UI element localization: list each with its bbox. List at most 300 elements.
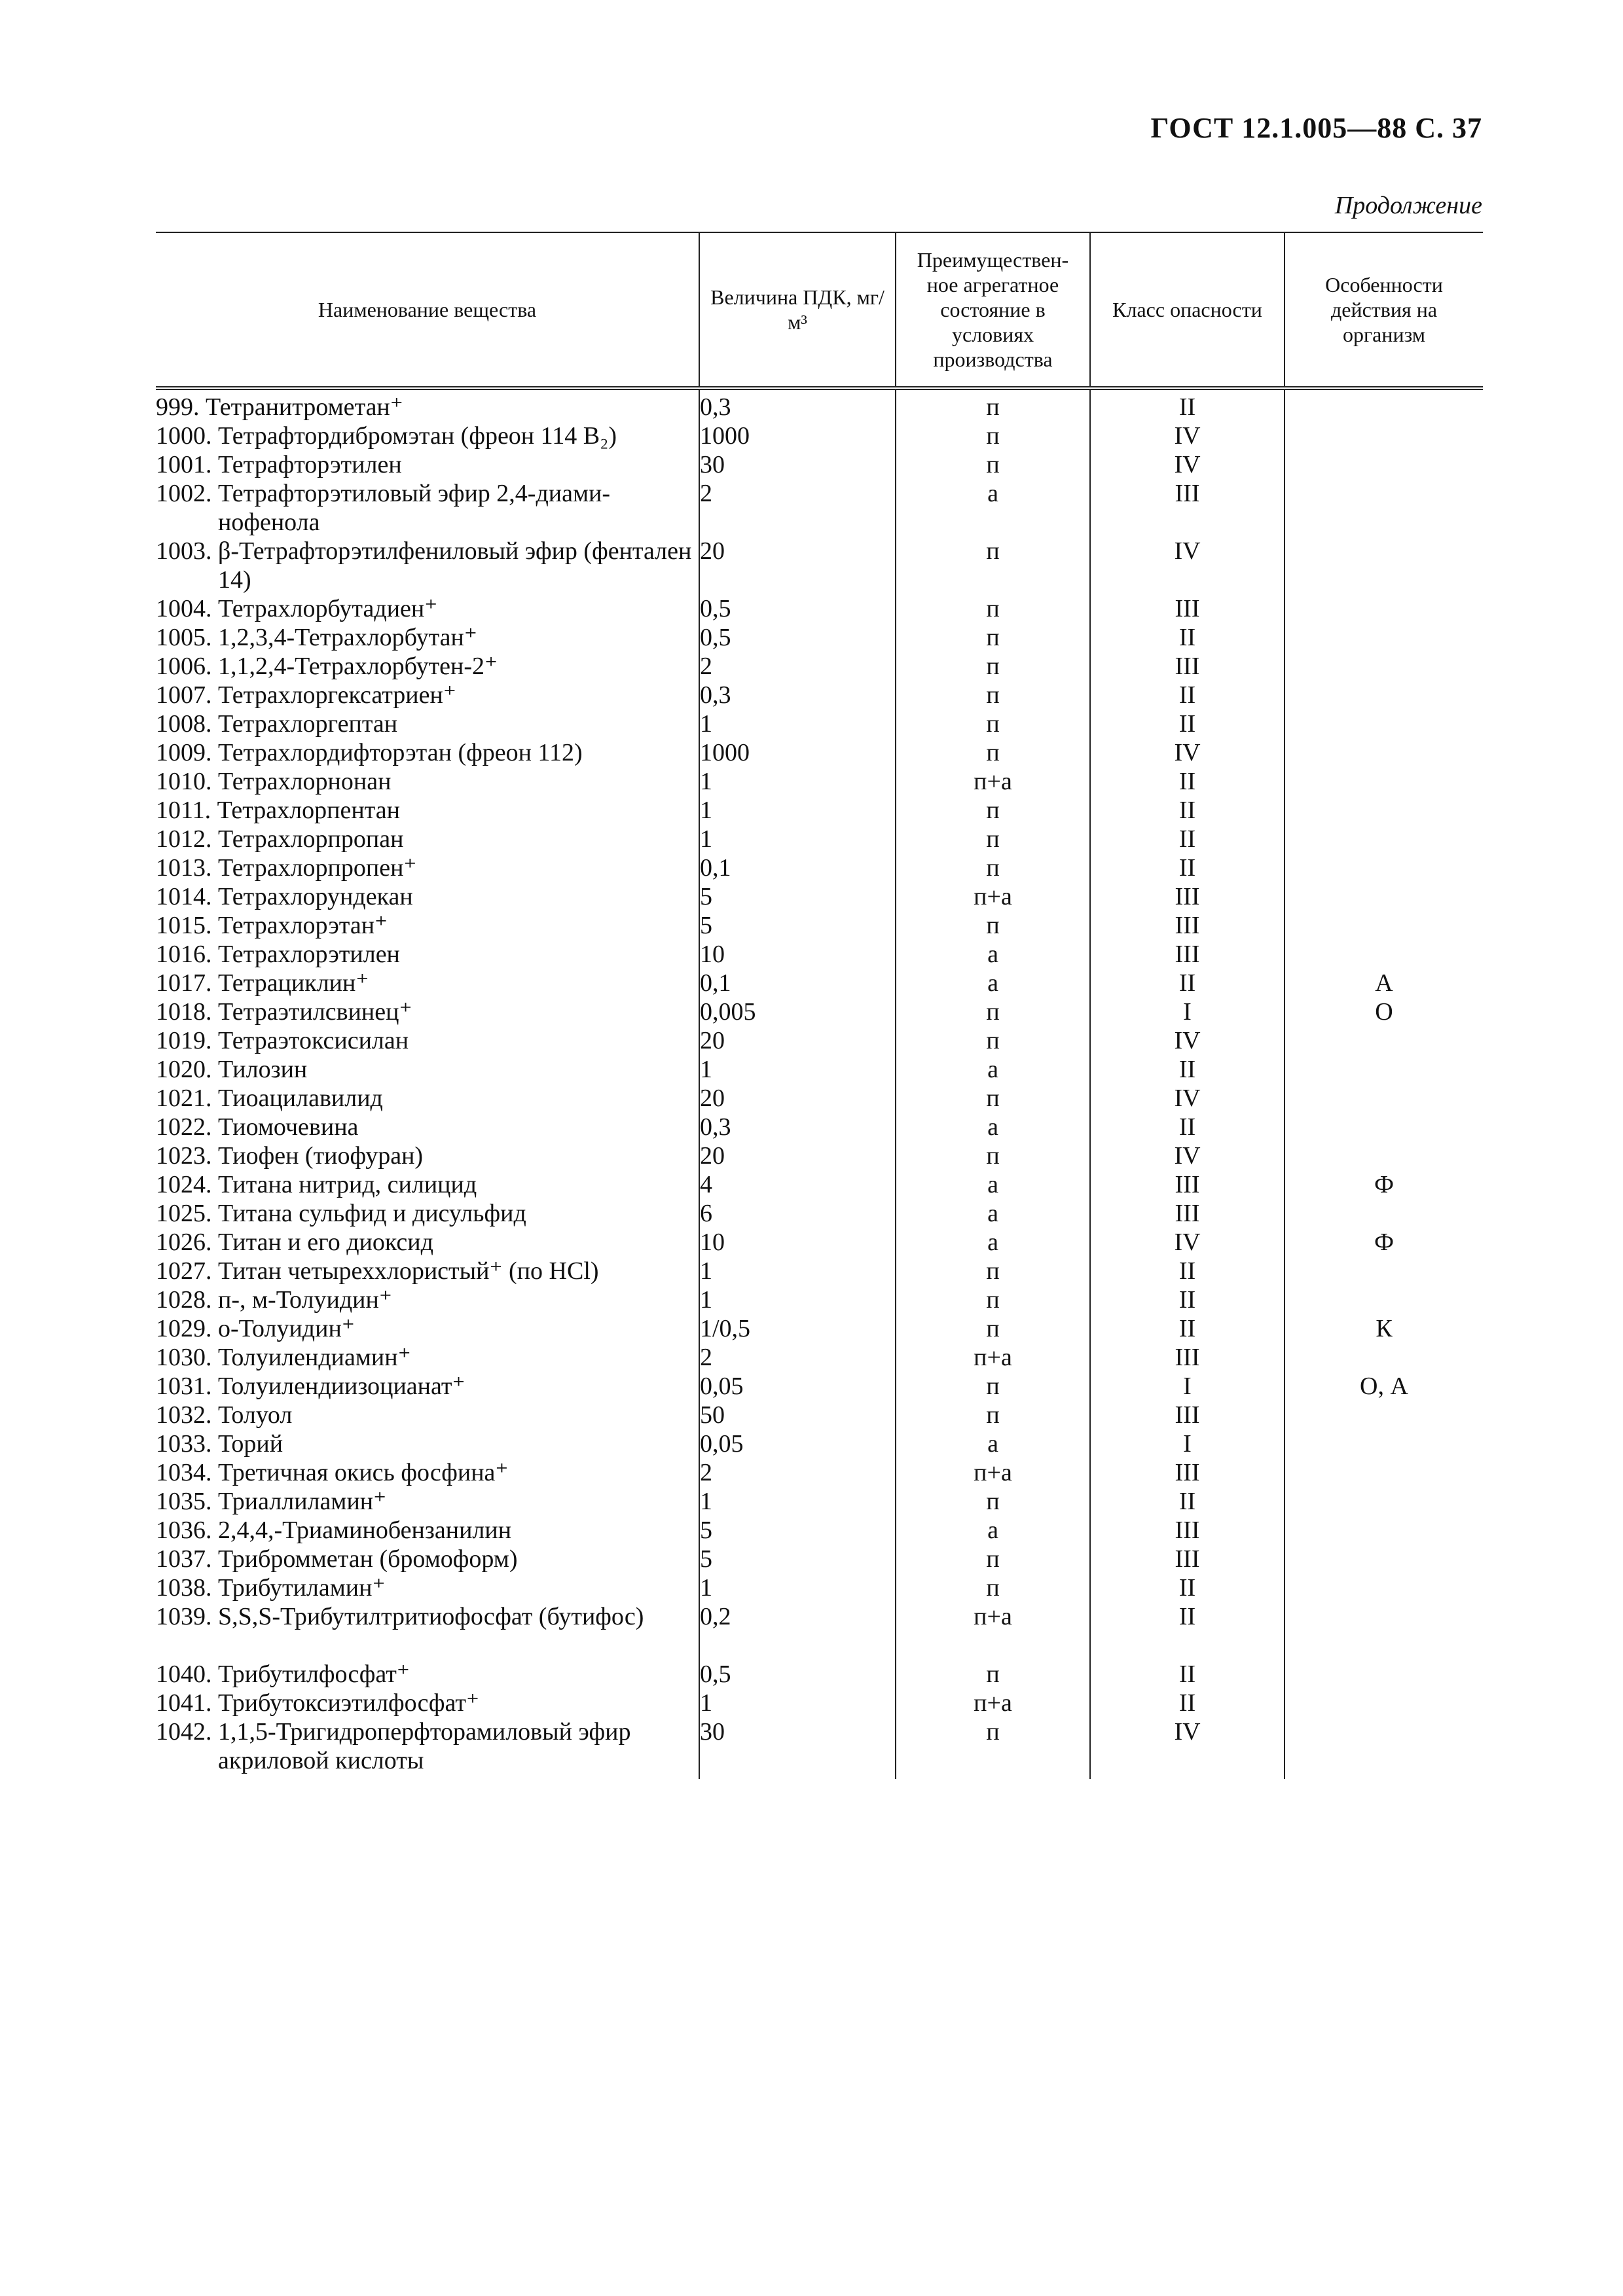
hazard-class: II xyxy=(1090,1285,1285,1314)
substance-name-cell xyxy=(156,1602,699,1660)
hazard-class: IV xyxy=(1090,1717,1285,1779)
aggregate-state: п xyxy=(896,1717,1090,1779)
effect-code xyxy=(1285,1602,1483,1660)
pdk-value: 5 xyxy=(699,1516,896,1545)
effect-code xyxy=(1285,652,1483,681)
substance-name-cell xyxy=(156,1314,699,1343)
substance-name-cell xyxy=(156,1487,699,1516)
substance-name: Триаллиламин⁺ xyxy=(218,1488,387,1515)
hazard-class: II xyxy=(1090,1689,1285,1717)
row-number: 1025. xyxy=(156,1200,218,1227)
aggregate-state: п+а xyxy=(896,767,1090,796)
pdk-value: 0,3 xyxy=(699,681,896,709)
substance-name-cell xyxy=(156,1429,699,1458)
substance-name-cell xyxy=(156,738,699,767)
hazard-class: IV xyxy=(1090,537,1285,594)
pdk-value: 0,05 xyxy=(699,1429,896,1458)
column-header-effects: Особенности действия на организм xyxy=(1285,232,1483,388)
pdk-value: 2 xyxy=(699,479,896,537)
table-row xyxy=(156,940,1483,969)
aggregate-state: а xyxy=(896,1170,1090,1199)
aggregate-state: п xyxy=(896,1084,1090,1113)
pdk-value: 10 xyxy=(699,1228,896,1257)
substance-name: Титана нитрид, силицид xyxy=(218,1171,477,1198)
substance-name: Толуол xyxy=(218,1401,293,1429)
effect-code xyxy=(1285,388,1483,422)
effect-code xyxy=(1285,940,1483,969)
row-number: 1023. xyxy=(156,1142,218,1170)
effect-code xyxy=(1285,1141,1483,1170)
substance-name: 1,2,3,4-Тетрахлорбутан⁺ xyxy=(218,624,477,651)
effect-code xyxy=(1285,796,1483,825)
effect-code: К xyxy=(1285,1314,1483,1343)
aggregate-state: п+а xyxy=(896,1689,1090,1717)
row-number: 1033. xyxy=(156,1430,218,1458)
hazard-class: III xyxy=(1090,1458,1285,1487)
table-row xyxy=(156,422,1483,450)
aggregate-state: п+а xyxy=(896,1343,1090,1372)
table-row xyxy=(156,652,1483,681)
row-number: 1006. xyxy=(156,653,218,680)
effect-code xyxy=(1285,1487,1483,1516)
aggregate-state: а xyxy=(896,1228,1090,1257)
effect-code xyxy=(1285,911,1483,940)
hazard-class: III xyxy=(1090,652,1285,681)
hazard-class: II xyxy=(1090,796,1285,825)
hazard-class: III xyxy=(1090,940,1285,969)
row-number: 1011. xyxy=(156,797,217,824)
pdk-value: 0,5 xyxy=(699,594,896,623)
effect-code xyxy=(1285,1429,1483,1458)
substance-name: Тетрахлорпропан xyxy=(218,825,404,853)
substance-name: Трибромметан (бромоформ) xyxy=(218,1545,518,1573)
substance-name: Тетрациклин⁺ xyxy=(218,969,369,997)
substance-name: Тилозин xyxy=(218,1056,308,1083)
substance-name: Тетранитрометан⁺ xyxy=(206,393,403,421)
hazard-class: II xyxy=(1090,969,1285,997)
row-number: 1039. xyxy=(156,1603,218,1630)
effect-code xyxy=(1285,853,1483,882)
hazard-class: II xyxy=(1090,1660,1285,1689)
table-row xyxy=(156,1026,1483,1055)
row-number: 1017. xyxy=(156,969,218,997)
hazard-class: II xyxy=(1090,1113,1285,1141)
aggregate-state: п xyxy=(896,1487,1090,1516)
table-row xyxy=(156,825,1483,853)
row-number: 1013. xyxy=(156,854,218,882)
table-row xyxy=(156,1689,1483,1717)
substance-name: Трибутоксиэтилфосфат⁺ xyxy=(218,1689,480,1717)
aggregate-state: п xyxy=(896,738,1090,767)
pdk-value: 0,5 xyxy=(699,1660,896,1689)
substance-name: Тиомочевина xyxy=(218,1113,359,1141)
effect-code xyxy=(1285,1084,1483,1113)
row-number: 1018. xyxy=(156,998,218,1026)
substance-name-cell xyxy=(156,882,699,911)
aggregate-state: п xyxy=(896,825,1090,853)
substance-name: Титан четыреххлористый⁺ (по HCl) xyxy=(218,1257,599,1285)
table-row xyxy=(156,1429,1483,1458)
substance-name: Тиоацилавилид xyxy=(218,1085,383,1112)
substance-name: Тетрафторэтилен xyxy=(218,451,402,478)
table-header-row xyxy=(156,232,1483,388)
pdk-value: 20 xyxy=(699,1141,896,1170)
substance-name-cell xyxy=(156,853,699,882)
table-row xyxy=(156,1084,1483,1113)
effect-code: О, А xyxy=(1285,1372,1483,1401)
aggregate-state: п xyxy=(896,422,1090,450)
substance-name: β-Тетрафторэтилфениловый эфир (фентален 14) xyxy=(218,537,692,594)
hazard-class: I xyxy=(1090,1372,1285,1401)
column-header-hazard-class: Класс опасности xyxy=(1090,232,1285,388)
substance-name-cell xyxy=(156,1257,699,1285)
substance-name: 1,1,2,4-Тетрахлорбутен-2⁺ xyxy=(218,653,498,680)
substance-name-cell xyxy=(156,1689,699,1717)
pdk-value: 1 xyxy=(699,825,896,853)
pdk-value: 0,5 xyxy=(699,623,896,652)
pdk-value: 30 xyxy=(699,450,896,479)
effect-code xyxy=(1285,422,1483,450)
hazard-class: I xyxy=(1090,997,1285,1026)
effect-code xyxy=(1285,767,1483,796)
hazard-class: III xyxy=(1090,594,1285,623)
table-row xyxy=(156,1199,1483,1228)
hazard-class: III xyxy=(1090,1170,1285,1199)
substance-name-cell xyxy=(156,422,699,450)
hazard-class: II xyxy=(1090,388,1285,422)
pdk-value: 1 xyxy=(699,1573,896,1602)
substance-name: Тетрахлорэтан⁺ xyxy=(218,912,388,939)
effect-code xyxy=(1285,882,1483,911)
pdk-value: 0,1 xyxy=(699,969,896,997)
aggregate-state: п xyxy=(896,853,1090,882)
effect-code xyxy=(1285,1199,1483,1228)
substance-name: Торий xyxy=(218,1430,283,1458)
hazard-class: II xyxy=(1090,681,1285,709)
row-number: 1041. xyxy=(156,1689,218,1717)
substance-name-cell xyxy=(156,940,699,969)
hazard-class: IV xyxy=(1090,422,1285,450)
pdk-value: 50 xyxy=(699,1401,896,1429)
effect-code xyxy=(1285,825,1483,853)
effect-code: Ф xyxy=(1285,1228,1483,1257)
substance-name: Тетрахлорундекан xyxy=(218,883,413,910)
aggregate-state: п xyxy=(896,1285,1090,1314)
aggregate-state: п xyxy=(896,537,1090,594)
table-row xyxy=(156,1141,1483,1170)
table-row xyxy=(156,1170,1483,1199)
hazard-class: III xyxy=(1090,1516,1285,1545)
row-number: 1009. xyxy=(156,739,218,766)
row-number: 999. xyxy=(156,393,206,421)
substance-name: Тетрафторэтиловый эфир 2,4-диами-нофенола xyxy=(218,480,611,536)
effect-code xyxy=(1285,1257,1483,1285)
table-row xyxy=(156,1113,1483,1141)
aggregate-state: а xyxy=(896,969,1090,997)
row-number: 1032. xyxy=(156,1401,218,1429)
hazard-class: II xyxy=(1090,825,1285,853)
substance-name-cell xyxy=(156,1458,699,1487)
table-row xyxy=(156,709,1483,738)
pdk-value: 0,005 xyxy=(699,997,896,1026)
aggregate-state: п xyxy=(896,388,1090,422)
substance-name-cell xyxy=(156,1113,699,1141)
pdk-value: 1 xyxy=(699,1055,896,1084)
table-row xyxy=(156,1055,1483,1084)
row-number: 1012. xyxy=(156,825,218,853)
substance-name-cell xyxy=(156,1545,699,1573)
substance-name-cell xyxy=(156,796,699,825)
table-row xyxy=(156,1573,1483,1602)
substance-name-cell xyxy=(156,450,699,479)
substance-table xyxy=(156,232,1483,1779)
row-number: 1029. xyxy=(156,1315,218,1342)
substance-name: Третичная окись фосфина⁺ xyxy=(218,1459,509,1486)
pdk-value: 20 xyxy=(699,1084,896,1113)
effect-code xyxy=(1285,1458,1483,1487)
pdk-value: 1 xyxy=(699,1689,896,1717)
table-row xyxy=(156,1516,1483,1545)
substance-name: Тетрахлорнонан xyxy=(218,768,392,795)
hazard-class: III xyxy=(1090,1401,1285,1429)
table-row xyxy=(156,911,1483,940)
substance-name-cell xyxy=(156,1401,699,1429)
aggregate-state: п xyxy=(896,709,1090,738)
aggregate-state: а xyxy=(896,1516,1090,1545)
substance-name-cell xyxy=(156,1573,699,1602)
table-row xyxy=(156,537,1483,594)
column-header-pdk: Величина ПДК, мг/м³ xyxy=(699,232,896,388)
aggregate-state: а xyxy=(896,1429,1090,1458)
row-number: 1030. xyxy=(156,1344,218,1371)
page-header: ГОСТ 12.1.005—88 С. 37 xyxy=(1150,112,1482,144)
hazard-class: IV xyxy=(1090,1084,1285,1113)
substance-name-cell xyxy=(156,1084,699,1113)
table-row xyxy=(156,969,1483,997)
row-number: 1037. xyxy=(156,1545,218,1573)
aggregate-state: п xyxy=(896,1257,1090,1285)
row-number: 1028. xyxy=(156,1286,218,1314)
aggregate-state: п xyxy=(896,681,1090,709)
substance-name: 1,1,5-Тригидроперфторамиловый эфир акриловой кислоты xyxy=(218,1718,631,1774)
pdk-value: 6 xyxy=(699,1199,896,1228)
hazard-class: II xyxy=(1090,767,1285,796)
row-number: 1035. xyxy=(156,1488,218,1515)
effect-code xyxy=(1285,1343,1483,1372)
substance-name: Тетрахлорпропен⁺ xyxy=(218,854,417,882)
aggregate-state: п+а xyxy=(896,1602,1090,1660)
table-row xyxy=(156,450,1483,479)
substance-name: Тетрахлоргексатриен⁺ xyxy=(218,681,456,709)
substance-name: Толуилендиамин⁺ xyxy=(218,1344,411,1371)
row-number: 1036. xyxy=(156,1516,218,1544)
pdk-value: 1000 xyxy=(699,738,896,767)
aggregate-state: п xyxy=(896,450,1090,479)
pdk-value: 0,2 xyxy=(699,1602,896,1660)
pdk-value: 2 xyxy=(699,1458,896,1487)
substance-name: Тетрахлоргептан xyxy=(218,710,398,738)
substance-name: Тетраэтилсвинец⁺ xyxy=(218,998,412,1026)
hazard-class: II xyxy=(1090,1257,1285,1285)
hazard-class: II xyxy=(1090,1573,1285,1602)
table-row xyxy=(156,796,1483,825)
aggregate-state: п xyxy=(896,594,1090,623)
substance-name: о-Толуидин⁺ xyxy=(218,1315,355,1342)
aggregate-state: п xyxy=(896,997,1090,1026)
substance-name: п-, м-Толуидин⁺ xyxy=(218,1286,392,1314)
substance-name: Толуилендиизоцианат⁺ xyxy=(218,1372,465,1400)
effect-code xyxy=(1285,537,1483,594)
table-row xyxy=(156,594,1483,623)
table-row xyxy=(156,853,1483,882)
hazard-class: I xyxy=(1090,1429,1285,1458)
substance-name: Тетрахлорэтилен xyxy=(218,941,400,968)
substance-name-cell xyxy=(156,1199,699,1228)
substance-name-cell xyxy=(156,1026,699,1055)
effect-code xyxy=(1285,1516,1483,1545)
hazard-class: III xyxy=(1090,1199,1285,1228)
pdk-value: 20 xyxy=(699,1026,896,1055)
pdk-value: 1 xyxy=(699,1487,896,1516)
table-row xyxy=(156,1314,1483,1343)
substance-name-cell xyxy=(156,825,699,853)
substance-name: Тетраэтоксисилан xyxy=(218,1027,409,1054)
pdk-value: 1/0,5 xyxy=(699,1314,896,1343)
effect-code xyxy=(1285,623,1483,652)
effect-code xyxy=(1285,1285,1483,1314)
table-row xyxy=(156,997,1483,1026)
substance-name-cell xyxy=(156,1170,699,1199)
effect-code xyxy=(1285,1573,1483,1602)
substance-name-cell xyxy=(156,1285,699,1314)
hazard-class: III xyxy=(1090,1343,1285,1372)
row-number: 1021. xyxy=(156,1085,218,1112)
substance-name: Тетрахлорбутадиен⁺ xyxy=(218,595,438,622)
table-row xyxy=(156,479,1483,537)
substance-name-cell xyxy=(156,1343,699,1372)
row-number: 1016. xyxy=(156,941,218,968)
table-row xyxy=(156,1545,1483,1573)
substance-name: Тетрахлорпентан xyxy=(217,797,400,824)
table-row xyxy=(156,1228,1483,1257)
row-number: 1007. xyxy=(156,681,218,709)
pdk-value: 1000 xyxy=(699,422,896,450)
substance-name-cell xyxy=(156,594,699,623)
hazard-class: III xyxy=(1090,479,1285,537)
row-number: 1020. xyxy=(156,1056,218,1083)
row-number: 1000. xyxy=(156,422,218,450)
row-number: 1019. xyxy=(156,1027,218,1054)
hazard-class: IV xyxy=(1090,450,1285,479)
substance-name-cell xyxy=(156,709,699,738)
substance-name-cell xyxy=(156,537,699,594)
aggregate-state: п xyxy=(896,1314,1090,1343)
pdk-value: 5 xyxy=(699,882,896,911)
pdk-value: 1 xyxy=(699,709,896,738)
substance-name: Тиофен (тиофуран) xyxy=(218,1142,424,1170)
effect-code xyxy=(1285,1026,1483,1055)
effect-code xyxy=(1285,681,1483,709)
substance-name-cell xyxy=(156,479,699,537)
pdk-value: 4 xyxy=(699,1170,896,1199)
aggregate-state: п xyxy=(896,1372,1090,1401)
table-row xyxy=(156,1458,1483,1487)
substance-name-cell xyxy=(156,681,699,709)
substance-name: Титана сульфид и дисульфид xyxy=(218,1200,526,1227)
substance-name: Трибутиламин⁺ xyxy=(218,1574,386,1602)
table-row xyxy=(156,1401,1483,1429)
effect-code xyxy=(1285,1401,1483,1429)
hazard-class: II xyxy=(1090,853,1285,882)
table-row xyxy=(156,1372,1483,1401)
row-number: 1024. xyxy=(156,1171,218,1198)
pdk-value: 0,05 xyxy=(699,1372,896,1401)
table-row xyxy=(156,1343,1483,1372)
row-number: 1002. xyxy=(156,480,218,507)
table-row xyxy=(156,1717,1483,1779)
aggregate-state: п+а xyxy=(896,882,1090,911)
effect-code: Ф xyxy=(1285,1170,1483,1199)
pdk-value: 0,3 xyxy=(699,1113,896,1141)
pdk-value: 5 xyxy=(699,911,896,940)
hazard-class: IV xyxy=(1090,1228,1285,1257)
row-number: 1042. xyxy=(156,1718,218,1746)
row-number: 1004. xyxy=(156,595,218,622)
hazard-class: IV xyxy=(1090,1026,1285,1055)
table-row xyxy=(156,1602,1483,1660)
substance-name-cell xyxy=(156,997,699,1026)
continuation-label: Продолжение xyxy=(1334,192,1482,219)
table-row xyxy=(156,388,1483,422)
substance-name-cell xyxy=(156,1141,699,1170)
substance-name-cell xyxy=(156,1372,699,1401)
substance-name-cell xyxy=(156,1228,699,1257)
aggregate-state: п xyxy=(896,796,1090,825)
substance-name-cell xyxy=(156,1717,699,1779)
pdk-value: 0,1 xyxy=(699,853,896,882)
table-row xyxy=(156,1257,1483,1285)
hazard-class: IV xyxy=(1090,738,1285,767)
hazard-class: III xyxy=(1090,882,1285,911)
table-row xyxy=(156,767,1483,796)
substance-name: Титан и его диоксид xyxy=(218,1229,433,1256)
row-number: 1031. xyxy=(156,1372,218,1400)
row-number: 1027. xyxy=(156,1257,218,1285)
table-row xyxy=(156,1487,1483,1516)
row-number: 1038. xyxy=(156,1574,218,1602)
effect-code xyxy=(1285,1545,1483,1573)
table-row xyxy=(156,1285,1483,1314)
aggregate-state: а xyxy=(896,940,1090,969)
pdk-value: 20 xyxy=(699,537,896,594)
pdk-value: 2 xyxy=(699,652,896,681)
row-number: 1008. xyxy=(156,710,218,738)
table-row xyxy=(156,738,1483,767)
hazard-class: IV xyxy=(1090,1141,1285,1170)
effect-code xyxy=(1285,709,1483,738)
aggregate-state: п xyxy=(896,1573,1090,1602)
effect-code xyxy=(1285,594,1483,623)
aggregate-state: а xyxy=(896,1113,1090,1141)
effect-code xyxy=(1285,479,1483,537)
row-number: 1026. xyxy=(156,1229,218,1256)
row-number: 1014. xyxy=(156,883,218,910)
row-number: 1001. xyxy=(156,451,218,478)
hazard-class: II xyxy=(1090,1487,1285,1516)
pdk-value: 0,3 xyxy=(699,388,896,422)
effect-code xyxy=(1285,1660,1483,1689)
hazard-class: III xyxy=(1090,1545,1285,1573)
